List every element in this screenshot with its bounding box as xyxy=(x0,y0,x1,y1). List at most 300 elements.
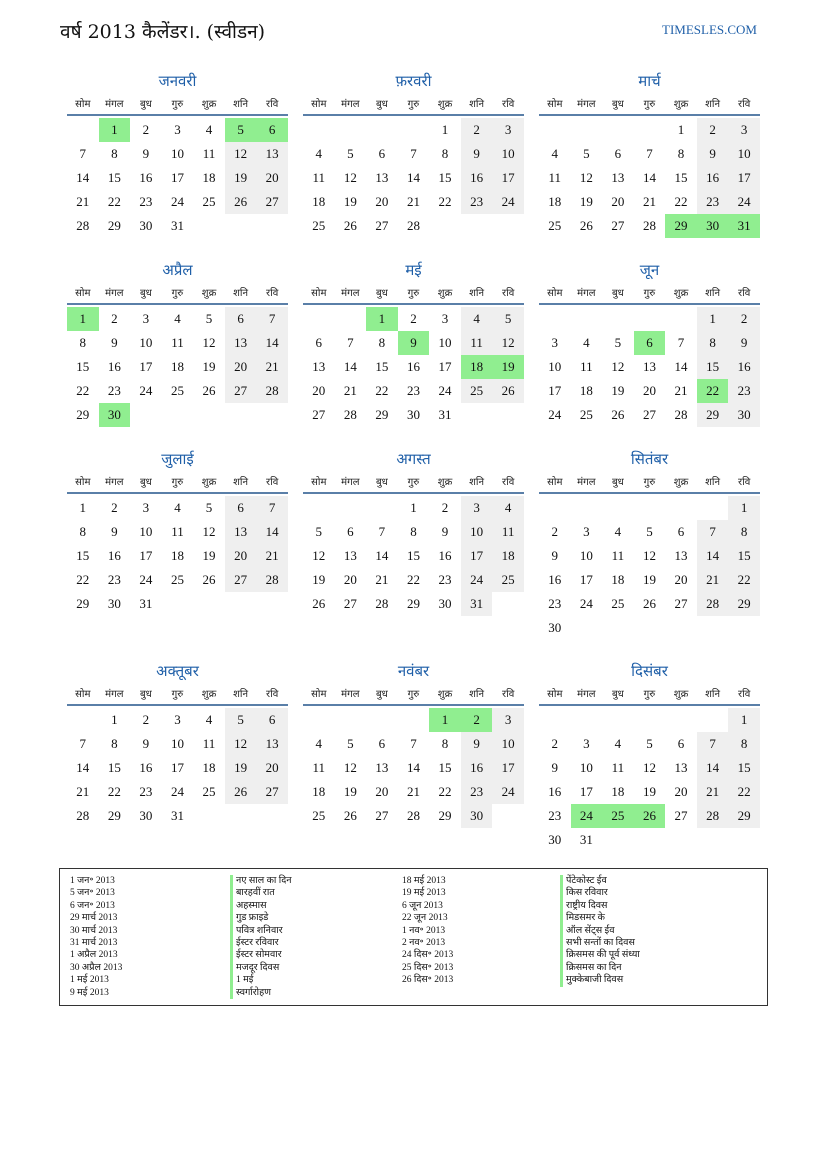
day-cell: 12 xyxy=(343,170,357,185)
day-cell: 24 xyxy=(492,780,524,804)
day-cell: 19 xyxy=(611,383,625,398)
day-cell: 27 xyxy=(674,808,688,823)
legend-date: 18 मई 2013 xyxy=(402,876,446,886)
day-cell: 23 xyxy=(461,190,493,214)
day-cell: 15 xyxy=(728,544,760,568)
empty-day xyxy=(697,616,729,640)
empty-day xyxy=(335,708,367,732)
empty-day xyxy=(665,616,697,640)
weekday-label: रवि xyxy=(502,99,515,110)
day-cell: 21 xyxy=(406,194,420,209)
weekday-label: रवि xyxy=(266,288,279,299)
empty-day xyxy=(602,496,634,520)
day-cell: 10 xyxy=(492,732,524,756)
holiday-legend xyxy=(59,868,768,1006)
day-cell: 30 xyxy=(438,596,452,611)
empty-day xyxy=(225,214,257,238)
weekday-label: शनि xyxy=(233,689,249,700)
day-cell: 7 xyxy=(79,146,87,161)
legend-date: 30 मार्च 2013 xyxy=(70,925,118,936)
day-cell: 7 xyxy=(347,335,354,350)
day-cell: 24 xyxy=(579,596,593,611)
weekday-label: रवि xyxy=(502,477,515,488)
weekday-label: रवि xyxy=(738,689,751,700)
day-cell: 29 xyxy=(728,804,760,828)
day-cell: 24 xyxy=(170,784,184,799)
day-cell: 20 xyxy=(256,756,288,780)
weekday-label: गुरु xyxy=(643,689,656,700)
legend-dates-right xyxy=(402,875,453,987)
day-cell: 16 xyxy=(728,355,760,379)
weekday-header xyxy=(539,281,760,305)
day-cell: 1 xyxy=(410,500,417,515)
weekday-label: शुक्र xyxy=(437,99,453,110)
empty-day xyxy=(665,496,697,520)
day-cell: 22 xyxy=(728,780,760,804)
weekday-label: गुरु xyxy=(407,477,420,488)
legend-holiday-name: पवित्र शनिवार xyxy=(230,925,292,937)
day-cell: 26 xyxy=(492,379,524,403)
empty-day xyxy=(492,214,524,238)
day-cell: 28 xyxy=(343,407,357,422)
day-cell: 9 xyxy=(551,760,559,775)
day-cell: 21 xyxy=(674,383,688,398)
site-link[interactable]: TIMESLES.COM xyxy=(662,22,757,37)
day-cell: 26 xyxy=(343,218,357,233)
legend-holiday-name: सभी सन्तों का दिवस xyxy=(560,937,640,949)
day-cell: 2 xyxy=(728,307,760,331)
day-cell: 5 xyxy=(492,307,524,331)
empty-day xyxy=(398,118,430,142)
holiday-day: 24 xyxy=(571,804,603,828)
day-cell: 17 xyxy=(492,166,524,190)
day-cell: 7 xyxy=(256,496,288,520)
day-cell: 4 xyxy=(614,736,622,751)
day-cell: 13 xyxy=(642,359,656,374)
day-cell: 4 xyxy=(174,500,181,515)
month-name: अक्तूबर xyxy=(156,662,199,680)
weekday-header xyxy=(67,470,288,494)
legend-holiday-name: ऑल सेंट्स ईव xyxy=(560,925,640,937)
day-cell: 14 xyxy=(256,520,288,544)
day-cell: 22 xyxy=(406,572,420,587)
empty-day xyxy=(634,828,666,852)
day-cell: 7 xyxy=(697,520,729,544)
day-cell: 29 xyxy=(406,596,420,611)
legend-date: 30 अप्रैल 2013 xyxy=(70,962,123,973)
weekday-label: शनि xyxy=(233,288,249,299)
day-cell: 25 xyxy=(202,194,216,209)
day-cell: 19 xyxy=(343,194,357,209)
day-cell: 31 xyxy=(170,218,184,233)
weekday-label: सोम xyxy=(75,477,91,488)
day-cell: 10 xyxy=(139,524,153,539)
day-cell: 23 xyxy=(107,383,121,398)
day-cell: 7 xyxy=(410,736,417,751)
day-cell: 28 xyxy=(256,568,288,592)
day-cell: 13 xyxy=(256,732,288,756)
day-cell: 3 xyxy=(441,311,449,326)
month-name: नवंबर xyxy=(397,662,430,680)
month-name: जनवरी xyxy=(158,72,197,90)
legend-holiday-name: किस रविवार xyxy=(560,887,640,899)
day-cell: 28 xyxy=(406,218,420,233)
legend-holiday-name: क्रिसमस का दिन xyxy=(560,962,640,974)
empty-day xyxy=(67,708,99,732)
empty-day xyxy=(225,592,257,616)
empty-day xyxy=(256,592,288,616)
holiday-day: 1 xyxy=(429,708,461,732)
day-cell: 29 xyxy=(438,808,452,823)
day-cell: 2 xyxy=(142,712,150,727)
month-name: फ़रवरी xyxy=(395,72,432,90)
day-cell: 17 xyxy=(579,784,593,799)
day-cell: 8 xyxy=(378,335,386,350)
day-cell: 22 xyxy=(438,784,452,799)
day-cell: 2 xyxy=(111,311,118,326)
holiday-day: 1 xyxy=(99,118,131,142)
day-cell: 27 xyxy=(611,218,625,233)
day-cell: 23 xyxy=(438,572,452,587)
day-cell: 18 xyxy=(170,548,184,563)
empty-day xyxy=(571,708,603,732)
holiday-day: 1 xyxy=(366,307,398,331)
day-cell: 30 xyxy=(461,804,493,828)
month-name: मई xyxy=(405,261,422,279)
month-block xyxy=(67,660,288,828)
day-cell: 29 xyxy=(76,596,90,611)
day-cell: 11 xyxy=(312,170,326,185)
day-cell: 18 xyxy=(492,544,524,568)
day-cell: 29 xyxy=(375,407,389,422)
day-cell: 23 xyxy=(548,808,562,823)
empty-day xyxy=(665,307,697,331)
weekday-label: शुक्र xyxy=(673,288,689,299)
day-cell: 23 xyxy=(107,572,121,587)
day-cell: 30 xyxy=(548,620,562,635)
day-cell: 31 xyxy=(438,407,452,422)
day-cell: 26 xyxy=(579,218,593,233)
day-cell: 22 xyxy=(375,383,389,398)
legend-date: 1 नव॰ 2013 xyxy=(402,925,446,936)
empty-day xyxy=(162,403,194,427)
day-cell: 10 xyxy=(728,142,760,166)
weekday-label: शुक्र xyxy=(437,477,453,488)
day-cell: 11 xyxy=(548,170,562,185)
empty-day xyxy=(634,307,666,331)
weekday-label: सोम xyxy=(75,288,91,299)
weekday-header xyxy=(303,92,524,116)
day-cell: 22 xyxy=(728,568,760,592)
page-title: वर्ष 2013 कैलेंडर।. (स्वीडन) xyxy=(60,21,266,43)
weekday-label: गुरु xyxy=(407,288,420,299)
empty-day xyxy=(256,403,288,427)
holiday-day: 2 xyxy=(461,708,493,732)
day-cell: 28 xyxy=(76,808,90,823)
weekday-label: शनि xyxy=(233,99,249,110)
day-cell: 24 xyxy=(728,190,760,214)
empty-day xyxy=(697,828,729,852)
day-cell: 10 xyxy=(579,548,593,563)
empty-day xyxy=(665,828,697,852)
weekday-label: सोम xyxy=(311,99,327,110)
day-cell: 8 xyxy=(79,335,87,350)
day-cell: 8 xyxy=(728,520,760,544)
day-cell: 27 xyxy=(256,190,288,214)
day-cell: 21 xyxy=(76,194,90,209)
empty-day xyxy=(697,708,729,732)
month-block xyxy=(303,70,524,238)
day-cell: 12 xyxy=(202,524,216,539)
day-cell: 26 xyxy=(312,596,326,611)
day-cell: 26 xyxy=(225,190,257,214)
day-cell: 8 xyxy=(111,736,118,751)
day-cell: 26 xyxy=(611,407,625,422)
day-cell: 27 xyxy=(312,407,326,422)
day-cell: 22 xyxy=(76,572,90,587)
day-cell: 9 xyxy=(111,524,118,539)
weekday-header xyxy=(539,92,760,116)
day-cell: 15 xyxy=(107,170,121,185)
day-cell: 14 xyxy=(76,170,90,185)
empty-day xyxy=(728,616,760,640)
day-cell: 5 xyxy=(315,524,323,539)
weekday-label: मंगल xyxy=(341,477,360,488)
empty-day xyxy=(602,828,634,852)
month-name: अगस्त xyxy=(396,450,431,468)
empty-day xyxy=(602,118,634,142)
day-cell: 11 xyxy=(202,736,216,751)
weekday-label: शनि xyxy=(705,99,721,110)
day-cell: 4 xyxy=(315,736,323,751)
day-grid xyxy=(67,118,288,238)
empty-day xyxy=(225,403,257,427)
weekday-label: मंगल xyxy=(577,689,596,700)
empty-day xyxy=(193,214,225,238)
day-cell: 18 xyxy=(312,784,326,799)
day-cell: 5 xyxy=(205,500,213,515)
day-cell: 30 xyxy=(139,808,153,823)
legend-holiday-name: नए साल का दिन xyxy=(230,875,292,887)
legend-date: 1 मई 2013 xyxy=(70,975,109,986)
day-cell: 18 xyxy=(579,383,593,398)
day-cell: 23 xyxy=(728,379,760,403)
holiday-day: 1 xyxy=(67,307,99,331)
day-cell: 12 xyxy=(202,335,216,350)
weekday-label: गुरु xyxy=(643,288,656,299)
empty-day xyxy=(602,307,634,331)
day-cell: 22 xyxy=(107,194,121,209)
weekday-header xyxy=(539,470,760,494)
day-cell: 18 xyxy=(611,572,625,587)
day-cell: 4 xyxy=(205,712,213,727)
month-block xyxy=(303,448,524,616)
weekday-label: मंगल xyxy=(577,99,596,110)
weekday-label: बुध xyxy=(139,99,152,110)
weekday-label: मंगल xyxy=(577,477,596,488)
legend-holiday-name: 1 मई xyxy=(230,974,292,986)
day-cell: 15 xyxy=(674,170,688,185)
empty-day xyxy=(461,214,493,238)
month-block xyxy=(67,70,288,238)
day-cell: 6 xyxy=(677,524,685,539)
holiday-day: 30 xyxy=(697,214,729,238)
day-cell: 17 xyxy=(461,544,493,568)
day-cell: 30 xyxy=(548,832,562,847)
empty-day xyxy=(634,496,666,520)
day-cell: 24 xyxy=(548,407,562,422)
empty-day xyxy=(634,708,666,732)
day-cell: 8 xyxy=(410,524,417,539)
day-cell: 2 xyxy=(410,311,417,326)
weekday-label: सोम xyxy=(75,99,91,110)
weekday-label: गुरु xyxy=(643,99,656,110)
day-cell: 11 xyxy=(461,331,493,355)
weekday-label: शुक्र xyxy=(673,477,689,488)
day-cell: 6 xyxy=(315,335,323,350)
day-cell: 4 xyxy=(583,335,590,350)
day-cell: 26 xyxy=(202,383,216,398)
day-cell: 6 xyxy=(225,307,257,331)
legend-holiday-name: अहस्मास xyxy=(230,900,292,912)
day-cell: 28 xyxy=(697,804,729,828)
day-cell: 5 xyxy=(583,146,590,161)
day-cell: 25 xyxy=(611,596,625,611)
day-cell: 25 xyxy=(312,808,326,823)
day-cell: 1 xyxy=(441,122,449,137)
day-cell: 26 xyxy=(343,808,357,823)
weekday-label: बुध xyxy=(139,288,152,299)
month-name: जून xyxy=(639,261,660,279)
empty-day xyxy=(225,804,257,828)
empty-day xyxy=(571,496,603,520)
day-cell: 7 xyxy=(378,524,386,539)
holiday-day: 22 xyxy=(697,379,729,403)
day-cell: 28 xyxy=(375,596,389,611)
legend-date: 1 अप्रैल 2013 xyxy=(70,950,118,961)
day-cell: 6 xyxy=(347,524,354,539)
empty-day xyxy=(492,592,524,616)
day-cell: 17 xyxy=(438,359,452,374)
day-cell: 13 xyxy=(225,331,257,355)
day-cell: 6 xyxy=(378,146,386,161)
day-cell: 8 xyxy=(111,146,118,161)
holiday-day: 29 xyxy=(665,214,697,238)
empty-day xyxy=(366,708,398,732)
day-cell: 21 xyxy=(406,784,420,799)
weekday-header xyxy=(67,682,288,706)
day-cell: 15 xyxy=(406,548,420,563)
empty-day xyxy=(130,403,162,427)
empty-day xyxy=(303,708,335,732)
day-cell: 9 xyxy=(551,548,559,563)
day-grid xyxy=(67,307,288,427)
weekday-label: रवि xyxy=(266,477,279,488)
day-cell: 29 xyxy=(76,407,90,422)
day-cell: 2 xyxy=(142,122,150,137)
empty-day xyxy=(335,496,367,520)
empty-day xyxy=(634,118,666,142)
weekday-label: रवि xyxy=(738,99,751,110)
day-cell: 2 xyxy=(551,736,559,751)
weekday-label: रवि xyxy=(738,477,751,488)
day-cell: 17 xyxy=(728,166,760,190)
day-cell: 25 xyxy=(312,218,326,233)
day-cell: 13 xyxy=(611,170,625,185)
day-cell: 25 xyxy=(202,784,216,799)
weekday-label: मंगल xyxy=(105,477,124,488)
month-block xyxy=(539,660,760,852)
weekday-label: गुरु xyxy=(407,99,420,110)
day-cell: 12 xyxy=(611,359,625,374)
weekday-label: मंगल xyxy=(341,99,360,110)
day-cell: 3 xyxy=(174,712,181,727)
day-cell: 18 xyxy=(548,194,562,209)
holiday-day: 26 xyxy=(634,804,666,828)
day-cell: 31 xyxy=(461,592,493,616)
day-cell: 1 xyxy=(677,122,685,137)
day-cell: 3 xyxy=(492,118,524,142)
empty-day xyxy=(193,804,225,828)
day-cell: 19 xyxy=(225,166,257,190)
day-cell: 5 xyxy=(205,311,213,326)
day-cell: 29 xyxy=(728,592,760,616)
day-cell: 29 xyxy=(107,808,121,823)
day-cell: 7 xyxy=(410,146,417,161)
empty-day xyxy=(366,118,398,142)
day-cell: 14 xyxy=(406,760,420,775)
month-block xyxy=(303,259,524,427)
day-cell: 7 xyxy=(646,146,653,161)
month-name: दिसंबर xyxy=(631,662,668,680)
weekday-label: बुध xyxy=(611,477,624,488)
month-block xyxy=(67,448,288,616)
empty-day xyxy=(335,307,367,331)
day-cell: 18 xyxy=(170,359,184,374)
legend-holiday-name: मजदूर दिवस xyxy=(230,962,292,974)
day-cell: 16 xyxy=(548,784,562,799)
empty-day xyxy=(303,496,335,520)
empty-day xyxy=(256,804,288,828)
day-cell: 3 xyxy=(461,496,493,520)
day-grid xyxy=(539,118,760,238)
day-cell: 12 xyxy=(225,732,257,756)
holiday-day: 6 xyxy=(256,118,288,142)
month-name: अप्रैल xyxy=(162,261,193,279)
day-cell: 8 xyxy=(677,146,685,161)
day-cell: 15 xyxy=(375,359,389,374)
day-cell: 27 xyxy=(642,407,656,422)
legend-holiday-name: स्वर्गारोहण xyxy=(230,987,292,999)
day-cell: 19 xyxy=(202,548,216,563)
day-cell: 16 xyxy=(548,572,562,587)
day-cell: 22 xyxy=(76,383,90,398)
day-cell: 11 xyxy=(492,520,524,544)
weekday-label: बुध xyxy=(611,99,624,110)
day-cell: 19 xyxy=(642,572,656,587)
day-cell: 6 xyxy=(225,496,257,520)
legend-date: 6 जन॰ 2013 xyxy=(70,900,115,911)
day-cell: 3 xyxy=(174,122,181,137)
weekday-label: शनि xyxy=(469,689,485,700)
day-cell: 1 xyxy=(728,708,760,732)
weekday-label: शनि xyxy=(469,288,485,299)
day-grid xyxy=(539,307,760,427)
day-cell: 3 xyxy=(583,736,590,751)
day-cell: 4 xyxy=(614,524,622,539)
holiday-day: 31 xyxy=(728,214,760,238)
month-block xyxy=(539,448,760,640)
